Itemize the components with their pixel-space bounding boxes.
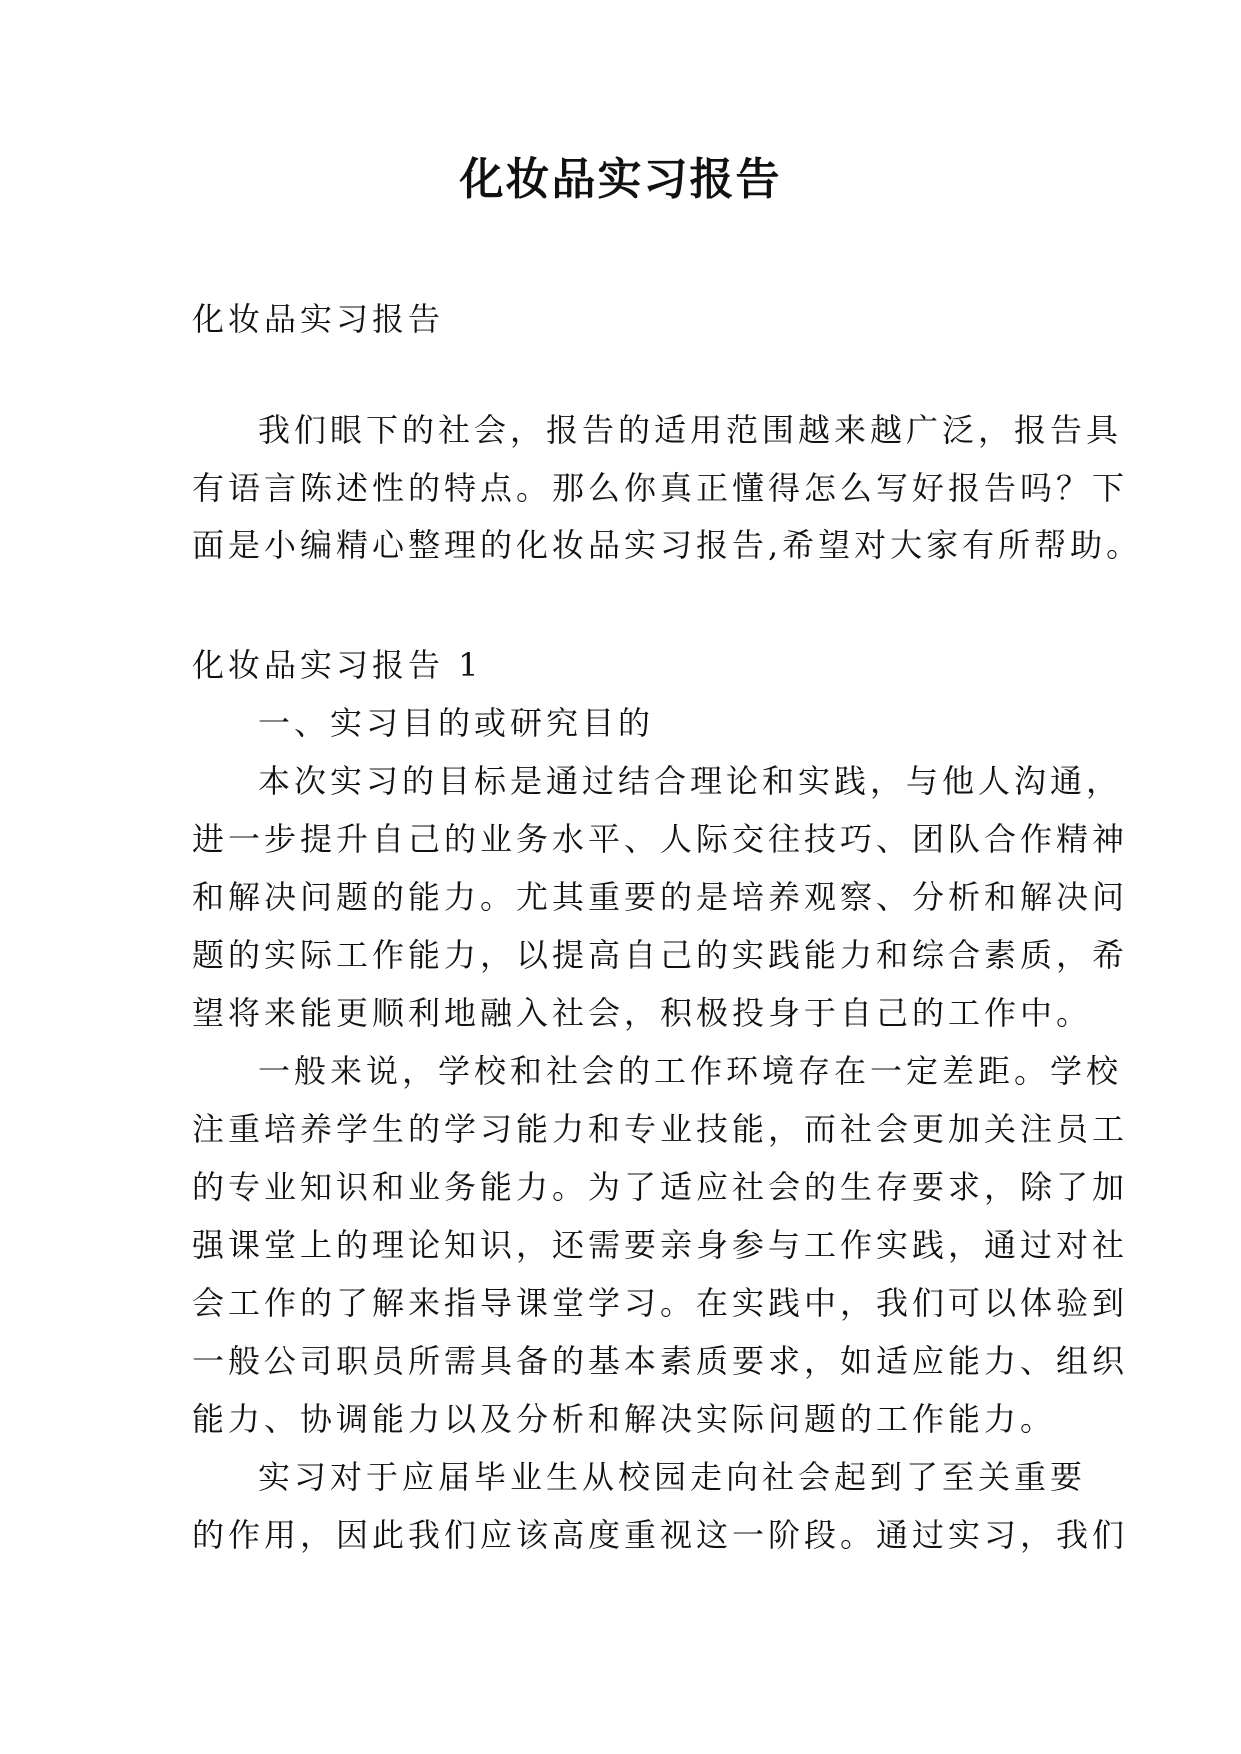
para2-line-5: 会工作的了解来指导课堂学习。在实践中，我们可以体验到 bbox=[192, 1284, 1129, 1322]
para1-line-3: 和解决问题的能力。尤其重要的是培养观察、分析和解决问 bbox=[192, 878, 1129, 916]
section-title: 化妆品实习报告 1 bbox=[192, 646, 483, 684]
para2-line-3: 的专业知识和业务能力。为了适应社会的生存要求，除了加 bbox=[192, 1168, 1129, 1206]
para1-line-4: 题的实际工作能力，以提高自己的实践能力和综合素质，希 bbox=[192, 936, 1129, 974]
para3-line-1: 实习对于应届毕业生从校园走向社会起到了至关重要 bbox=[258, 1458, 1087, 1496]
para2-line-1: 一般来说，学校和社会的工作环境存在一定差距。学校 bbox=[258, 1052, 1123, 1090]
section-heading: 一、实习目的或研究目的 bbox=[258, 704, 655, 742]
para2-line-4: 强课堂上的理论知识，还需要亲身参与工作实践，通过对社 bbox=[192, 1226, 1129, 1264]
para2-line-7: 能力、协调能力以及分析和解决实际问题的工作能力。 bbox=[192, 1400, 1057, 1438]
para1-line-2: 进一步提升自己的业务水平、人际交往技巧、团队合作精神 bbox=[192, 820, 1129, 858]
intro-line-3: 面是小编精心整理的化妆品实习报告,希望对大家有所帮助。 bbox=[192, 526, 1143, 564]
para2-line-2: 注重培养学生的学习能力和专业技能，而社会更加关注员工 bbox=[192, 1110, 1129, 1148]
para2-line-6: 一般公司职员所需具备的基本素质要求，如适应能力、组织 bbox=[192, 1342, 1129, 1380]
document-title: 化妆品实习报告 bbox=[459, 154, 782, 205]
intro-line-2: 有语言陈述性的特点。那么你真正懂得怎么写好报告吗？下 bbox=[192, 469, 1129, 507]
para3-line-2: 的作用，因此我们应该高度重视这一阶段。通过实习，我们 bbox=[192, 1516, 1129, 1554]
intro-line-1: 我们眼下的社会，报告的适用范围越来越广泛，报告具 bbox=[258, 411, 1123, 449]
para1-line-5: 望将来能更顺利地融入社会，积极投身于自己的工作中。 bbox=[192, 994, 1093, 1032]
para1-line-1: 本次实习的目标是通过结合理论和实践，与他人沟通， bbox=[258, 762, 1123, 800]
document-subtitle: 化妆品实习报告 bbox=[192, 300, 445, 338]
